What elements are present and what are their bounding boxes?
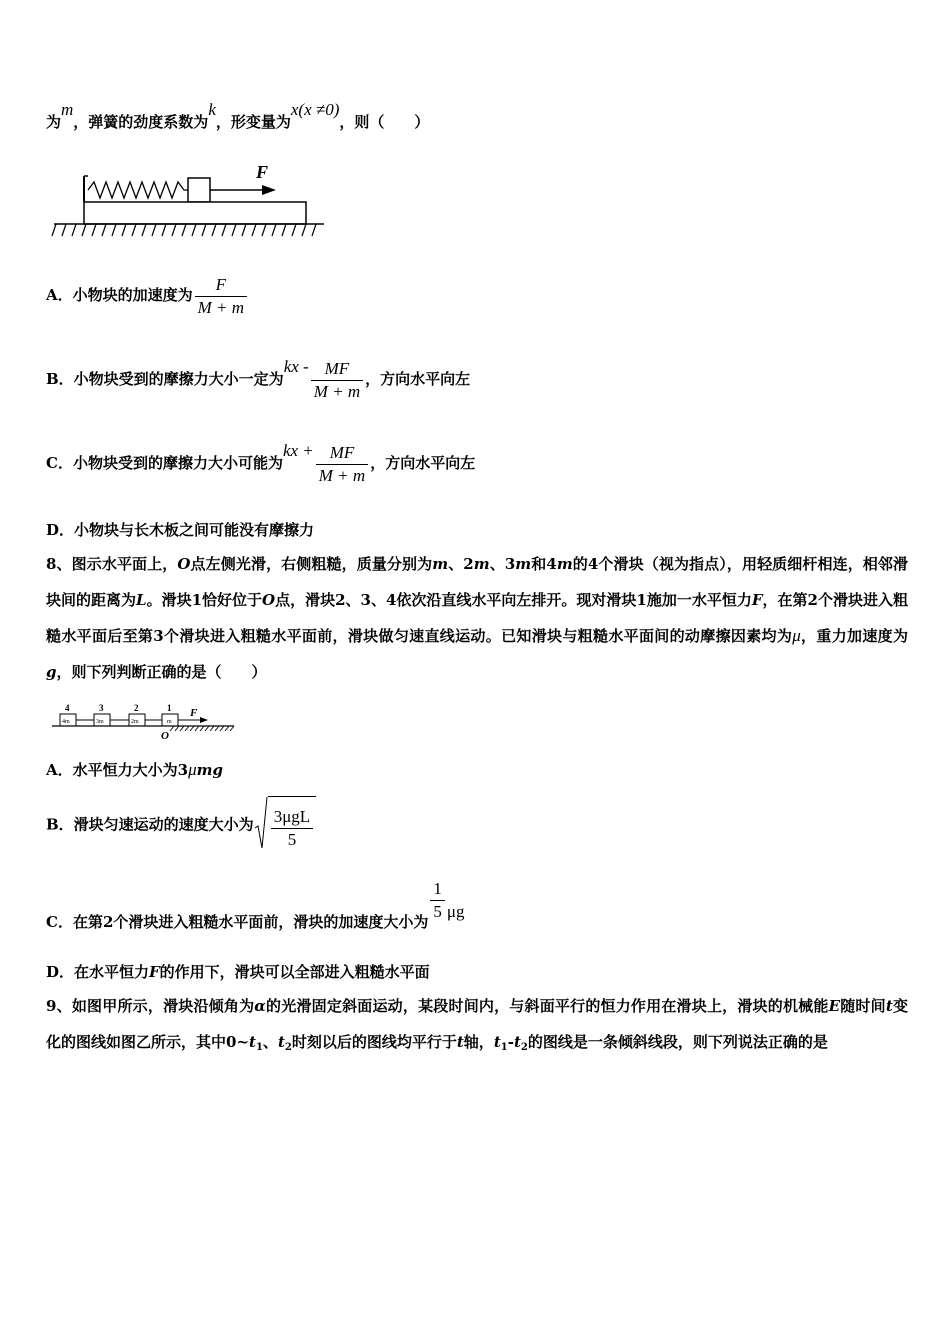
q8-option-b: B．滑块匀速运动的速度大小为 $\frac{\text{3μgL}}{5}$: [46, 796, 316, 855]
q7-option-c: C．小物块受到的摩擦力大小可能为kx + $\frac{MF}{M + m}$ ，方向水平向左: [46, 441, 476, 485]
q9-stem: 9、如图甲所示，滑块沿倾角为α的光滑固定斜面运动，某段时间内，与斜面平行的恒力作用在滑块上，滑块的机械能E随时间t变化的图线如图乙所示，其中$0\sim t_1$、$t_2$时刻以后的图线均平行于t轴，$t_1-t_2$的图线是一条倾斜线段，则下列说法正确的是: [46, 997, 908, 1053]
q8-option-c: C．在第2个滑块进入粗糙水平面前，滑块的加速度大小为 $\frac{1}{5}$ μg: [46, 879, 465, 931]
friction-fraction-c: $\frac{MF}{M + m}$: [316, 442, 368, 487]
origin-label: O: [161, 730, 169, 742]
friction-fraction-b: $\frac{MF}{M + m}$: [311, 358, 363, 403]
svg-text:1: 1: [167, 703, 172, 713]
velocity-sqrt: $\frac{\text{3μgL}}{5}$: [254, 796, 317, 855]
four-blocks-figure: [50, 702, 240, 742]
small-block: [188, 178, 210, 202]
accel-fraction-2: $\frac{1}{5}$: [430, 878, 445, 923]
force-label: F: [256, 162, 269, 182]
svg-text:4: 4: [65, 703, 70, 713]
svg-text:2m: 2m: [131, 719, 139, 725]
q7-option-b: B．小物块受到的摩擦力大小一定为kx - $\frac{MF}{M + m}$ ，方向水平向左: [46, 357, 471, 401]
q8-option-a: A．水平恒力大小为3μmg: [46, 760, 223, 779]
deformation-expression: x(x ≠0): [290, 100, 340, 119]
spring-constant-symbol: k: [208, 100, 216, 119]
svg-text:3: 3: [99, 703, 104, 713]
svg-text:m: m: [167, 719, 172, 725]
q7-option-d: D．小物块与长木板之间可能没有摩擦力: [46, 521, 315, 539]
spring-block-figure: [50, 160, 330, 242]
q7-option-a: A．小物块的加速度为 $\frac{F}{M + m}$: [46, 270, 249, 320]
accel-fraction: $\frac{F}{M + m}$: [195, 274, 247, 319]
mass-symbol: m: [61, 100, 74, 119]
long-board: [84, 202, 306, 224]
spring: [88, 182, 188, 198]
svg-text:4m: 4m: [62, 719, 70, 725]
q7-intro: 为m，弹簧的劲度系数为k，形变量为x(x ≠0)，则（ ）: [46, 100, 430, 131]
svg-text:2: 2: [134, 703, 139, 713]
force-label-2: F: [190, 707, 198, 719]
q8-option-d: D．在水平恒力F的作用下，滑块可以全部进入粗糙水平面: [46, 963, 430, 981]
q8-stem: 8、图示水平面上，O点左侧光滑，右侧粗糙，质量分别为m、2m、3m和4m的4个滑块（视为指点），用轻质细杆相连，相邻滑块间的距离为L。滑块1恰好位于O点，滑块2、3、4依次沿直线水平向左排开。现对滑块1施加一水平恒力F，在第2个滑块进入粗糙水平面后至第3个滑块进入粗糙水平面前，滑块做匀速直线运动。已知滑块与粗糙水平面间的动摩擦因素均为μ，重力加速度为g，则下列判断正确的是（ ）: [46, 555, 909, 681]
svg-text:3m: 3m: [96, 719, 104, 725]
